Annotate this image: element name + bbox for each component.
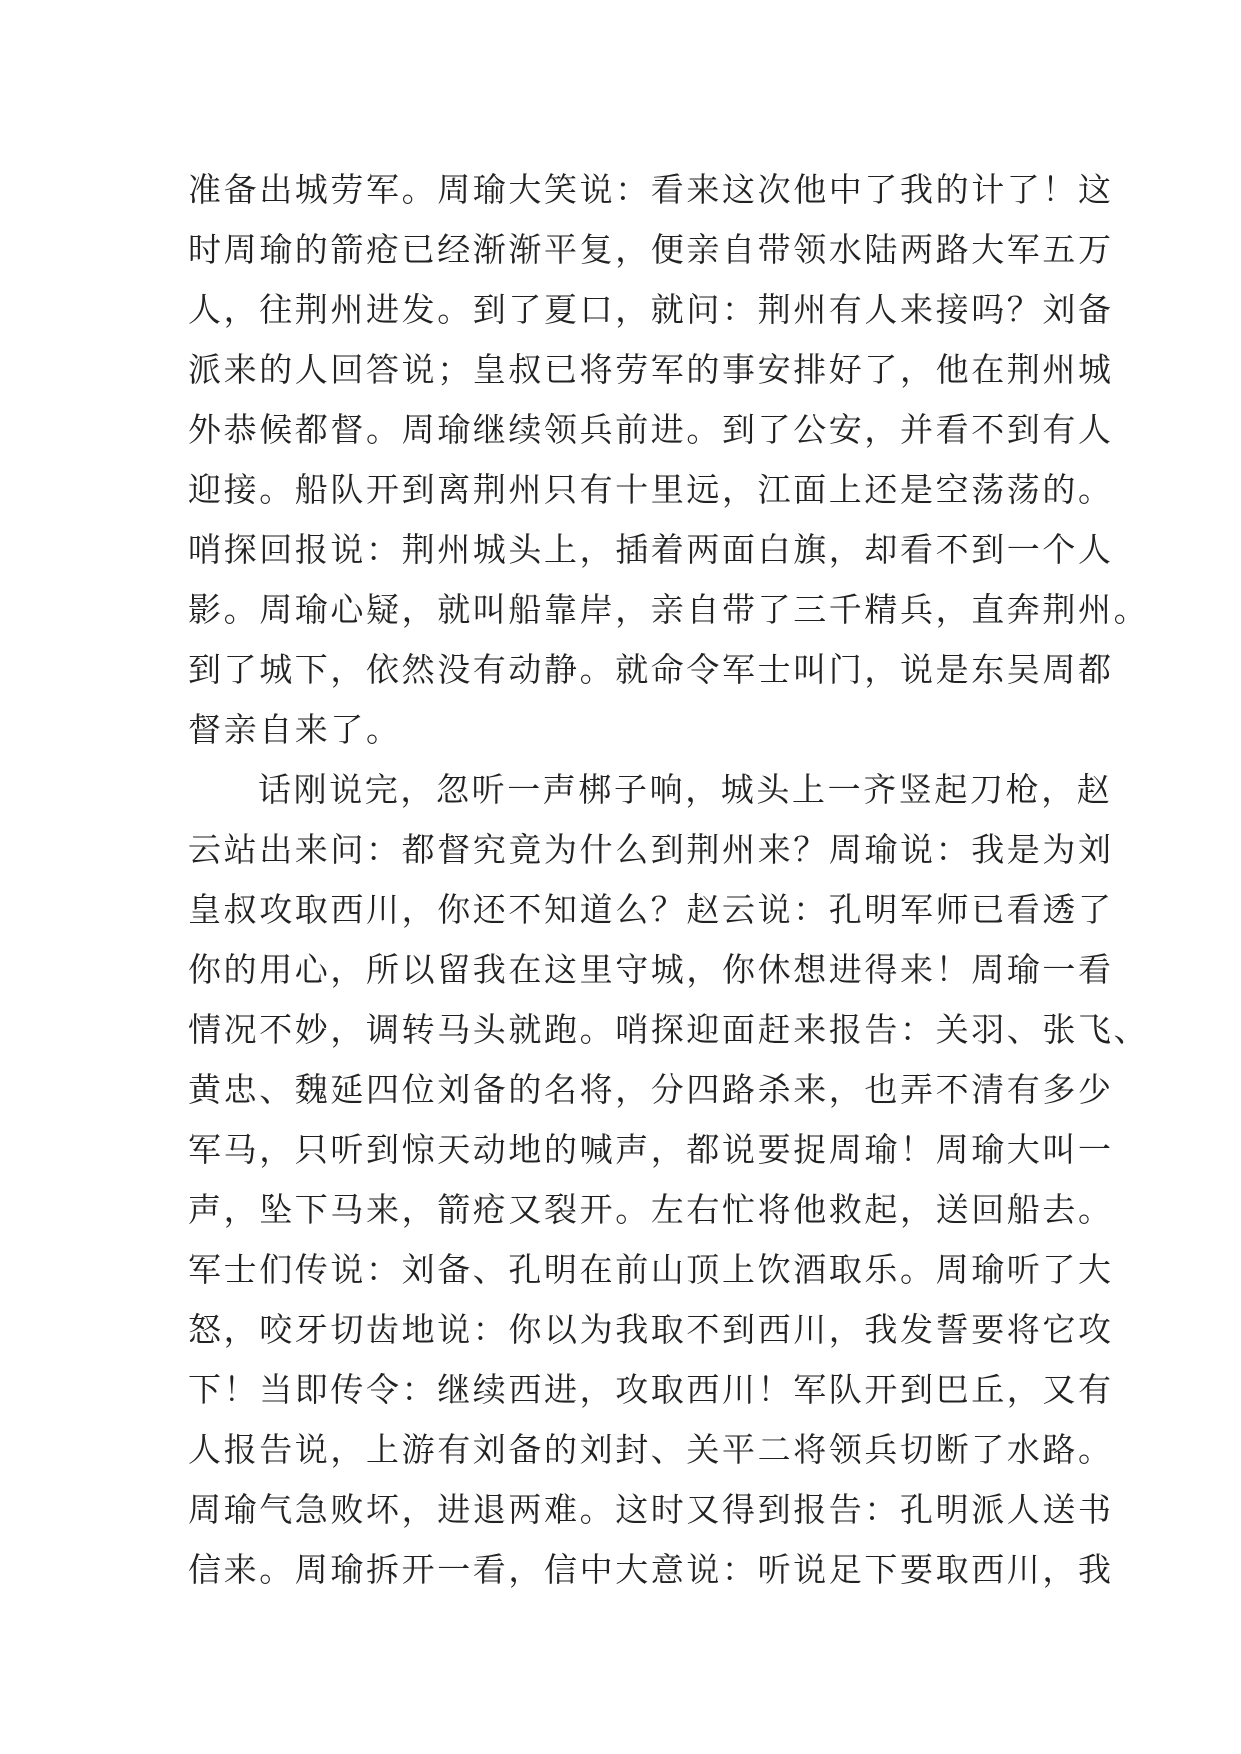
text-line: 信来。周瑜拆开一看，信中大意说：听说足下要取西川，我 [188,1550,1114,1589]
text-line: 哨探回报说：荆州城头上，插着两面白旗，却看不到一个人 [188,530,1114,569]
text-line: 云站出来问：都督究竟为什么到荆州来？周瑜说：我是为刘 [188,830,1114,869]
text-line: 周瑜气急败坏，进退两难。这时又得到报告：孔明派人送书 [188,1490,1114,1529]
text-line: 准备出城劳军。周瑜大笑说：看来这次他中了我的计了！这 [188,170,1114,209]
text-line: 人，往荆州进发。到了夏口，就问：荆州有人来接吗？刘备 [188,290,1114,329]
text-line: 人报告说，上游有刘备的刘封、关平二将领兵切断了水路。 [188,1430,1114,1469]
text-line: 外恭候都督。周瑜继续领兵前进。到了公安，并看不到有人 [188,410,1114,449]
text-line: 怒，咬牙切齿地说：你以为我取不到西川，我发誓要将它攻 [188,1310,1114,1349]
body-text [188,160,1150,1600]
text-line: 迎接。船队开到离荆州只有十里远，江面上还是空荡荡的。 [188,470,1114,509]
text-line: 皇叔攻取西川，你还不知道么？赵云说：孔明军师已看透了 [188,890,1114,929]
text-line: 军马，只听到惊天动地的喊声，都说要捉周瑜！周瑜大叫一 [188,1130,1114,1169]
text-line: 黄忠、魏延四位刘备的名将，分四路杀来，也弄不清有多少 [188,1070,1114,1109]
text-line: 时周瑜的箭疮已经渐渐平复，便亲自带领水陆两路大军五万 [188,230,1114,269]
text-line: 下！当即传令：继续西进，攻取西川！军队开到巴丘，又有 [188,1370,1114,1409]
text-line: 督亲自来了。 [188,710,402,749]
text-line: 影。周瑜心疑，就叫船靠岸，亲自带了三千精兵，直奔荆州。 [188,590,1150,629]
paragraph-start-line: 话刚说完，忽听一声梆子响，城头上一齐竖起刀枪，赵 [258,770,1113,809]
text-line: 你的用心，所以留我在这里守城，你休想进得来！周瑜一看 [188,950,1114,989]
text-line: 声，坠下马来，箭疮又裂开。左右忙将他救起，送回船去。 [188,1190,1114,1229]
text-line: 军士们传说：刘备、孔明在前山顶上饮酒取乐。周瑜听了大 [188,1250,1114,1289]
text-line: 派来的人回答说；皇叔已将劳军的事安排好了，他在荆州城 [188,350,1114,389]
text-line: 情况不妙，调转马头就跑。哨探迎面赶来报告：关羽、张飞、 [188,1010,1150,1049]
text-line: 到了城下，依然没有动静。就命令军士叫门，说是东吴周都 [188,650,1114,689]
